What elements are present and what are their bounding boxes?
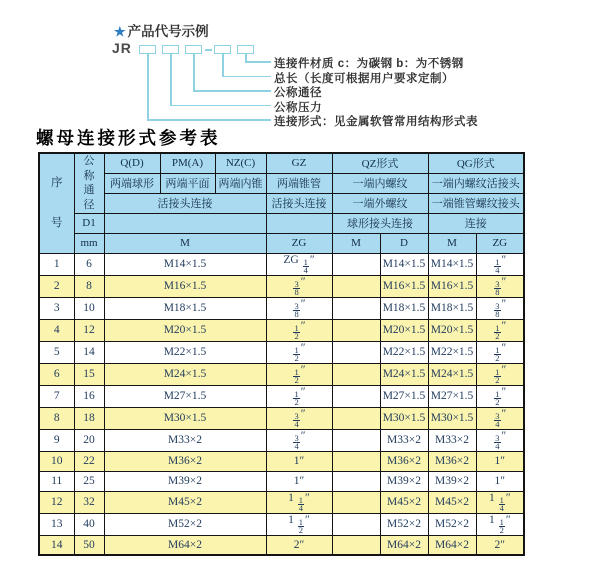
cell-qz-m: [332, 253, 380, 275]
cell-zg: $\frac{3}{8}$ ″: [266, 275, 332, 297]
table-row: [39, 535, 524, 555]
cell-qg-m: M27×1.5: [428, 385, 476, 407]
col-header-qg: QG形式: [428, 153, 524, 173]
fraction: $\frac{1}{4}$: [303, 256, 308, 275]
cell-qg-zg: $\frac{1}{4}$ ″: [476, 253, 524, 275]
gz-joint-label: 活接头连接: [266, 193, 332, 213]
fraction: $\frac{1}{2}$: [495, 388, 500, 407]
cell-zg: 1 $\frac{1}{2}$ ″: [266, 513, 332, 535]
cell-m: M30×1.5: [104, 407, 266, 429]
code-label-conn-form: 连接形式：见金属软管常用结构形式表: [274, 116, 478, 128]
cell-dn: 20: [74, 429, 104, 451]
cell-no: 7: [39, 385, 74, 407]
desc-qz-r3: 一端外螺纹: [332, 193, 428, 213]
fraction: $\frac{3}{8}$: [495, 278, 500, 297]
empty-cell: [266, 213, 332, 233]
cell-qz-d: M39×2: [380, 471, 428, 491]
fraction: $\frac{3}{4}$: [294, 432, 299, 451]
cell-dn: 8: [74, 275, 104, 297]
connector-line: [193, 90, 271, 92]
cell-m: M52×2: [104, 513, 266, 535]
cell-m: M16×1.5: [104, 275, 266, 297]
fraction: $\frac{3}{4}$: [495, 410, 500, 429]
desc-qg-r4: 连接: [428, 213, 524, 233]
cell-qg-m: M52×2: [428, 513, 476, 535]
cell-qg-m: M30×1.5: [428, 407, 476, 429]
cell-qz-m: [332, 297, 380, 319]
fraction: $\frac{1}{2}$: [499, 516, 504, 535]
cell-no: 4: [39, 319, 74, 341]
cell-qg-m: M39×2: [428, 471, 476, 491]
code-box-1: [139, 45, 156, 54]
cell-dn: 10: [74, 297, 104, 319]
cell-m: M14×1.5: [104, 253, 266, 275]
table-row: [39, 275, 524, 297]
code-box-5: [237, 45, 254, 54]
cell-no: 10: [39, 451, 74, 471]
table-row: [39, 407, 524, 429]
connector-line: [222, 54, 224, 76]
cell-qg-zg: $\frac{1}{2}$ ″: [476, 363, 524, 385]
cell-zg: 1″: [266, 451, 332, 471]
cell-zg: $\frac{1}{2}$ ″: [266, 319, 332, 341]
fraction: $\frac{3}{4}$: [495, 432, 500, 451]
table-row: [39, 319, 524, 341]
fraction: $\frac{1}{2}$: [495, 366, 500, 385]
desc-qg-r2: 一端内螺纹活接头: [428, 173, 524, 193]
cell-qz-d: M20×1.5: [380, 319, 428, 341]
cell-zg: 2″: [266, 535, 332, 555]
cell-qg-m: M18×1.5: [428, 297, 476, 319]
cell-no: 1: [39, 253, 74, 275]
desc-gz: 两端锥管: [266, 173, 332, 193]
qz-d-col-label: D: [380, 233, 428, 253]
table-row: [39, 385, 524, 407]
cell-no: 9: [39, 429, 74, 451]
cell-no: 13: [39, 513, 74, 535]
cell-qg-zg: $\frac{3}{8}$ ″: [476, 275, 524, 297]
cell-dn: 15: [74, 363, 104, 385]
table-row: [39, 341, 524, 363]
cell-zg: $\frac{1}{2}$ ″: [266, 363, 332, 385]
cell-qg-zg: $\frac{3}{4}$ ″: [476, 429, 524, 451]
fraction: $\frac{3}{4}$: [294, 410, 299, 429]
union-joint-label: 活接头连接: [104, 193, 266, 213]
cell-qg-m: M24×1.5: [428, 363, 476, 385]
cell-qg-zg: 2″: [476, 535, 524, 555]
cell-qz-m: [332, 363, 380, 385]
code-label-material: 连接件材质 c：为碳钢 b：为不锈钢: [274, 58, 464, 70]
fraction: $\frac{1}{2}$: [294, 388, 299, 407]
cell-qg-m: M16×1.5: [428, 275, 476, 297]
qg-m-col-label: M: [428, 233, 476, 253]
star-icon: ★: [114, 24, 126, 39]
cell-qz-d: M14×1.5: [380, 253, 428, 275]
cell-qz-m: [332, 535, 380, 555]
cell-m: M22×1.5: [104, 341, 266, 363]
cell-zg: $\frac{1}{2}$ ″: [266, 341, 332, 363]
cell-qg-zg: $\frac{1}{2}$ ″: [476, 385, 524, 407]
cell-dn: 18: [74, 407, 104, 429]
cell-m: M45×2: [104, 491, 266, 513]
fraction: $\frac{3}{8}$: [294, 278, 299, 297]
table-header: [39, 153, 524, 253]
connector-line: [170, 54, 172, 105]
cell-qz-d: M18×1.5: [380, 297, 428, 319]
connector-line: [170, 105, 271, 107]
cell-m: M18×1.5: [104, 297, 266, 319]
cell-qg-zg: 1 $\frac{1}{4}$ ″: [476, 491, 524, 513]
col-header-dn: 公称通径: [74, 153, 104, 213]
connector-line: [245, 61, 271, 63]
cell-m: M36×2: [104, 451, 266, 471]
connector-line: [147, 54, 149, 119]
cell-qz-m: [332, 491, 380, 513]
cell-qg-m: M14×1.5: [428, 253, 476, 275]
cell-no: 8: [39, 407, 74, 429]
page-title: 螺母连接形式参考表: [36, 128, 221, 148]
cell-no: 14: [39, 535, 74, 555]
cell-qz-d: M36×2: [380, 451, 428, 471]
cell-dn: 12: [74, 319, 104, 341]
connector-line: [222, 76, 271, 78]
diagram-title: [114, 20, 209, 40]
cell-dn: 22: [74, 451, 104, 471]
cell-dn: 14: [74, 341, 104, 363]
cell-qz-m: [332, 471, 380, 491]
fraction: $\frac{3}{8}$: [294, 300, 299, 319]
cell-zg: $\frac{3}{4}$ ″: [266, 429, 332, 451]
desc-qd: 两端球形: [104, 173, 160, 193]
cell-qz-m: [332, 341, 380, 363]
connector-line: [193, 54, 195, 90]
cell-qz-m: [332, 513, 380, 535]
mm-label: mm: [74, 233, 104, 253]
cell-qg-zg: 1″: [476, 451, 524, 471]
diagram-title-text: 产品代号示例: [127, 24, 209, 39]
cell-qg-zg: 1 $\frac{1}{2}$ ″: [476, 513, 524, 535]
cell-no: 5: [39, 341, 74, 363]
cell-zg: 1 $\frac{1}{4}$ ″: [266, 491, 332, 513]
cell-qz-d: M64×2: [380, 535, 428, 555]
cell-qz-d: M27×1.5: [380, 385, 428, 407]
fraction: $\frac{1}{2}$: [294, 322, 299, 341]
cell-qz-m: [332, 319, 380, 341]
cell-qz-m: [332, 385, 380, 407]
code-dash: [205, 49, 212, 51]
desc-qz-r4: 球形接头连接: [332, 213, 428, 233]
cell-m: M24×1.5: [104, 363, 266, 385]
fraction: $\frac{1}{4}$: [499, 494, 504, 513]
nut-connection-table: [38, 152, 525, 556]
col-header-pma: PM(A): [160, 153, 215, 173]
cell-qg-m: M36×2: [428, 451, 476, 471]
code-box-2: [162, 45, 179, 54]
col-header-seq: 序号: [39, 153, 74, 253]
code-box-3: [185, 45, 202, 54]
table-row: [39, 363, 524, 385]
fraction: $\frac{3}{8}$: [495, 300, 500, 319]
cell-qz-d: M45×2: [380, 491, 428, 513]
cell-zg: ZG $\frac{1}{4}$ ″: [266, 253, 332, 275]
cell-qg-zg: $\frac{3}{8}$ ″: [476, 297, 524, 319]
desc-qz-r2: 一端内螺纹: [332, 173, 428, 193]
cell-qg-m: M64×2: [428, 535, 476, 555]
col-header-qz: QZ形式: [332, 153, 428, 173]
table-row: [39, 297, 524, 319]
desc-pma: 两端平面: [160, 173, 215, 193]
fraction: $\frac{1}{2}$: [298, 516, 304, 535]
cell-dn: 16: [74, 385, 104, 407]
cell-zg: $\frac{3}{4}$ ″: [266, 407, 332, 429]
cell-zg: $\frac{3}{8}$ ″: [266, 297, 332, 319]
cell-qz-m: [332, 407, 380, 429]
fraction: $\frac{1}{2}$: [495, 344, 500, 363]
cell-qz-m: [332, 429, 380, 451]
code-prefix: JR: [112, 40, 132, 56]
qz-m-col-label: M: [332, 233, 380, 253]
cell-qg-zg: $\frac{1}{2}$ ″: [476, 319, 524, 341]
fraction: $\frac{1}{2}$: [294, 366, 299, 385]
cell-qz-d: M30×1.5: [380, 407, 428, 429]
table-row: [39, 253, 524, 275]
cell-m: M27×1.5: [104, 385, 266, 407]
cell-qg-zg: $\frac{1}{2}$ ″: [476, 341, 524, 363]
cell-qz-d: M22×1.5: [380, 341, 428, 363]
cell-qg-zg: 1″: [476, 471, 524, 491]
col-header-qd: Q(D): [104, 153, 160, 173]
cell-dn: 6: [74, 253, 104, 275]
cell-m: M20×1.5: [104, 319, 266, 341]
code-label-pressure: 公称压力: [274, 101, 322, 114]
m-col-label: M: [104, 233, 266, 253]
cell-zg: 1″: [266, 471, 332, 491]
table-row: [39, 513, 524, 535]
cell-qz-m: [332, 451, 380, 471]
cell-dn: 50: [74, 535, 104, 555]
cell-m: M33×2: [104, 429, 266, 451]
desc-nzc: 两端内锥: [215, 173, 266, 193]
d1-label: D1: [74, 213, 104, 233]
code-box-4: [214, 45, 231, 54]
empty-cell: [104, 213, 266, 233]
cell-zg: $\frac{1}{2}$ ″: [266, 385, 332, 407]
cell-m: M39×2: [104, 471, 266, 491]
cell-no: 3: [39, 297, 74, 319]
cell-qz-d: M33×2: [380, 429, 428, 451]
fraction: $\frac{1}{2}$: [294, 344, 299, 363]
cell-dn: 32: [74, 491, 104, 513]
cell-qg-m: M22×1.5: [428, 341, 476, 363]
cell-m: M64×2: [104, 535, 266, 555]
fraction: $\frac{1}{4}$: [495, 256, 500, 275]
cell-qz-m: [332, 275, 380, 297]
code-label-diameter: 公称通径: [274, 87, 322, 99]
cell-no: 11: [39, 471, 74, 491]
fraction: $\frac{1}{2}$: [495, 322, 500, 341]
col-header-nzc: NZ(C): [215, 153, 266, 173]
cell-qz-d: M16×1.5: [380, 275, 428, 297]
cell-no: 6: [39, 363, 74, 385]
cell-qg-m: M20×1.5: [428, 319, 476, 341]
qg-zg-col-label: ZG: [476, 233, 524, 253]
cell-dn: 40: [74, 513, 104, 535]
desc-qg-r3: 一端锥管螺纹接头: [428, 193, 524, 213]
cell-no: 2: [39, 275, 74, 297]
table-body: [39, 253, 524, 555]
connector-line: [147, 119, 271, 121]
cell-qz-d: M52×2: [380, 513, 428, 535]
cell-qg-m: M45×2: [428, 491, 476, 513]
table-row: [39, 471, 524, 491]
cell-qz-d: M24×1.5: [380, 363, 428, 385]
code-label-length: 总长（长度可根据用户要求定制）: [274, 72, 454, 85]
cell-qg-zg: $\frac{3}{4}$ ″: [476, 407, 524, 429]
cell-qg-m: M33×2: [428, 429, 476, 451]
table-row: [39, 451, 524, 471]
cell-dn: 25: [74, 471, 104, 491]
table-row: [39, 491, 524, 513]
fraction: $\frac{1}{4}$: [298, 494, 304, 513]
table-row: [39, 429, 524, 451]
col-header-gz: GZ: [266, 153, 332, 173]
zg-col-label: ZG: [266, 233, 332, 253]
cell-no: 12: [39, 491, 74, 513]
